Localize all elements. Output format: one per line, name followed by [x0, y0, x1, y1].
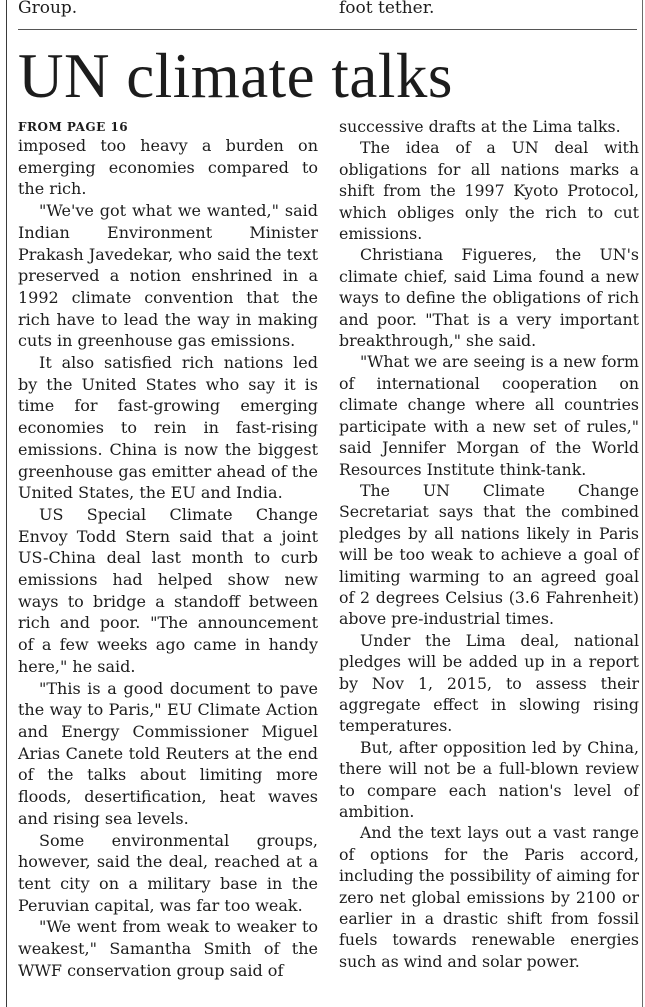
paragraph: And the text lays out a vast range of options for the Paris accord, including the possibility of aiming for zero net global emissions by 2100 or earlier in a drastic shift from fossil fuels towards renewable energies such as wind and solar power. [339, 823, 639, 971]
paragraph: The UN Climate Change Secretariat says that the combined pledges by all nations likely in Paris will be too weak to achieve a goal of limiting warming to an agreed goal of 2 degrees Celsius (3.6 Fahrenheit) above pre-industrial times. [339, 480, 639, 629]
paragraph: US Special Climate Change Envoy Todd Stern said that a joint US-China deal last month to curb emissions had helped show new ways to bridge a standoff between rich and poor. "The announcement of a few weeks ago came in handy here," he said. [18, 504, 318, 676]
paragraph: "What we are seeing is a new form of international cooperation on climate change where all countries participate with a new set of rules," said Jennifer Morgan of the World Resources Institute think-tank. [339, 352, 639, 479]
paragraph: Under the Lima deal, national pledges will be added up in a report by Nov 1, 2015, to assess their aggregate effect in slowing rising temperatures. [339, 630, 639, 736]
paragraph: "We went from weak to weaker to weakest," Samantha Smith of the WWF conservation group said of [18, 917, 318, 980]
paragraph: The idea of a UN deal with obligations for all nations marks a shift from the 1997 Kyoto Protocol, which obliges only the rich to cut emissions. [339, 138, 639, 244]
section-divider [18, 29, 637, 30]
paragraph: Christiana Figueres, the UN's climate chief, said Lima found a new ways to define the obligations of rich and poor. "That is a very important breakthrough," she said. [339, 245, 639, 351]
right-frame-line [642, 0, 643, 1007]
paragraph: But, after opposition led by China, there will not be a full-blown review to compare each nation's level of ambition. [339, 737, 639, 821]
previous-right-text: foot tether. [339, 0, 435, 18]
paragraph: Some environmental groups, however, said the deal, reached at a tent city on a military base in the Peruvian capital, was far too weak. [18, 830, 318, 915]
left-column [18, 116, 318, 981]
jump-line: FROM PAGE 16 [18, 120, 129, 134]
left-frame-line [6, 0, 7, 1007]
previous-article-tail [18, 0, 637, 28]
paragraph: It also satisfied rich nations led by the United States who say it is time for fast-growing emerging economies to rein in fast-rising emissions. China is now the biggest greenhouse gas emitter ahead of the United States, the EU and India. [18, 353, 318, 503]
previous-left-text: Group. [18, 0, 78, 18]
right-column [339, 116, 639, 972]
paragraph: imposed too heavy a burden on emerging economies compared to the rich. [18, 136, 318, 199]
paragraph: "This is a good document to pave the way to Paris," EU Climate Action and Energy Commissioner Miguel Arias Canete told Reuters at the end of the talks about limiting more floods, desertification, heat waves and rising sea levels. [18, 678, 318, 828]
paragraph: "We've got what we wanted," said Indian Environment Minister Prakash Javedekar, who said the text preserved a notion enshrined in a 1992 climate convention that the rich have to lead the way in making cuts in greenhouse gas emissions. [18, 201, 318, 351]
paragraph: successive drafts at the Lima talks. [339, 117, 621, 136]
article-headline: UN climate talks [18, 41, 453, 111]
